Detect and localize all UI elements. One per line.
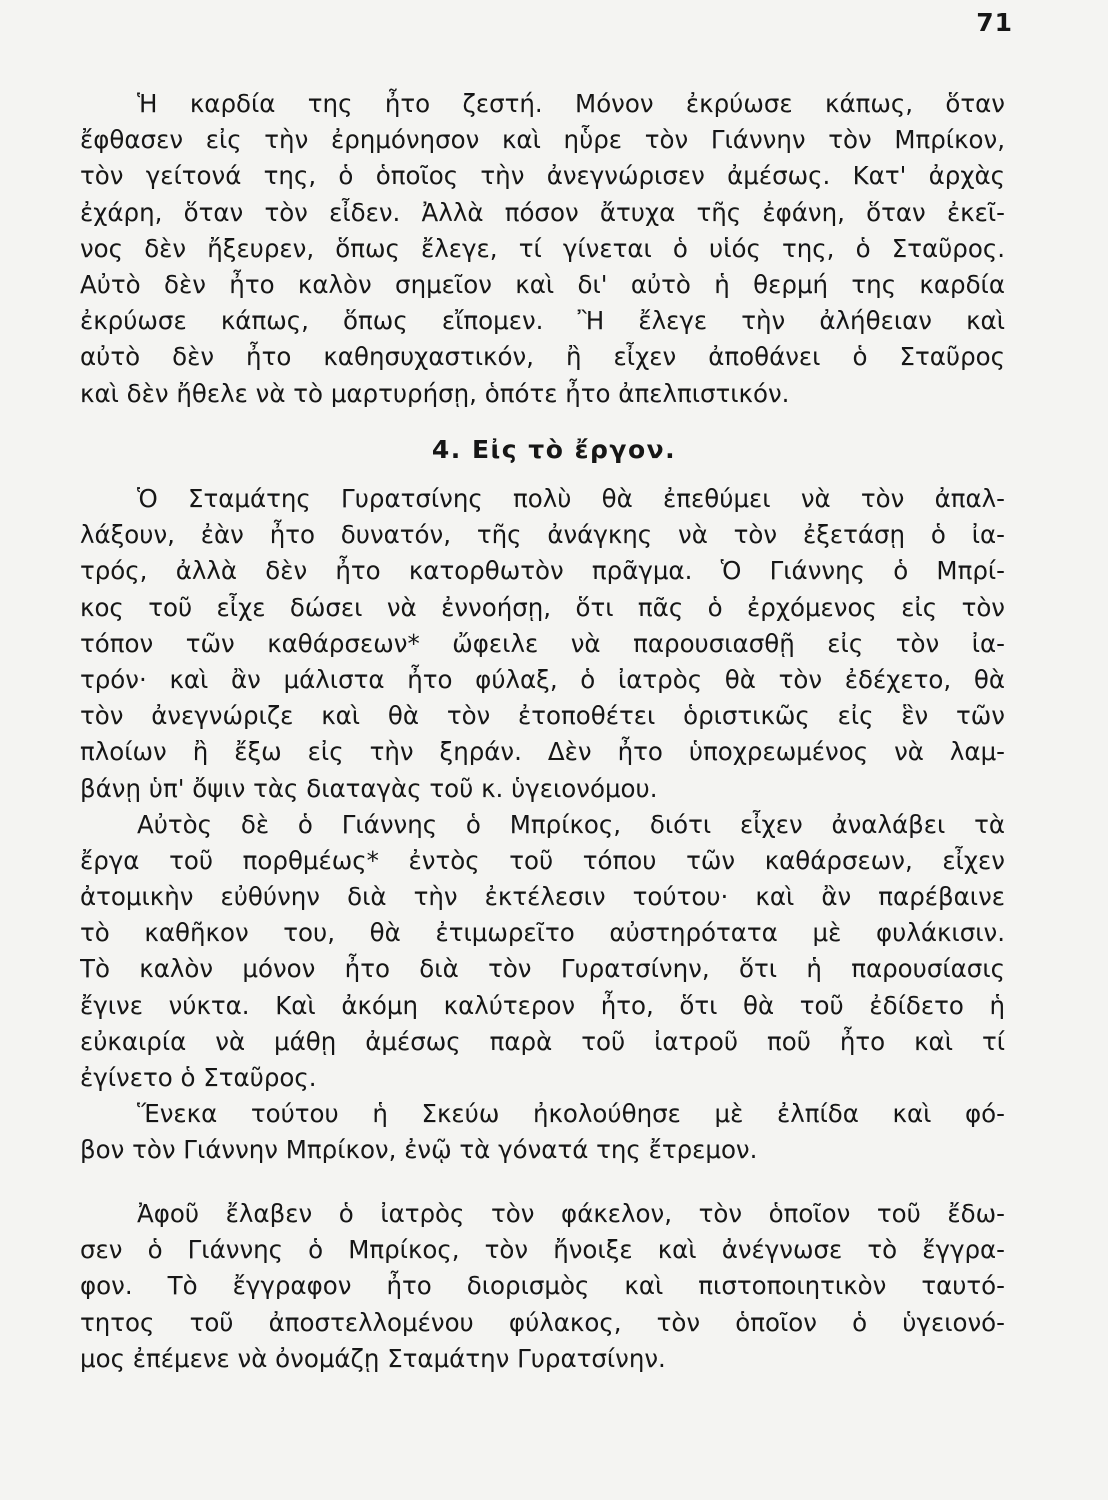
text-line: σεν ὁ Γιάννης ὁ Μπρίκος, τὸν ἤνοιξε καὶ ἀνέγνωσε τὸ ἔγγρα- bbox=[80, 1235, 1005, 1265]
text-line: ἐκρύωσε κάπως, ὅπως εἴπομεν. Ἢ ἔλεγε τὴν ἀλήθειαν καὶ bbox=[80, 306, 1005, 336]
text-line: Ἡ καρδία της ἦτο ζεστή. Μόνον ἐκρύωσε κάπως, ὅταν bbox=[137, 89, 1005, 118]
text-line: καὶ δὲν ἤθελε νὰ τὸ μαρτυρήσῃ, ὁπότε ἦτο ἀπελπιστικόν. bbox=[80, 378, 790, 408]
text-line: νος δὲν ἤξευρεν, ὅπως ἔλεγε, τί γίνεται ὁ υἱός της, ὁ Σταῦρος. bbox=[80, 233, 1005, 263]
text-line: Τὸ καλὸν μόνον ἦτο διὰ τὸν Γυρατσίνην, ὅτι ἡ παρουσίασις bbox=[80, 954, 1005, 984]
text-line: Αὐτὸς δὲ ὁ Γιάννης ὁ Μπρίκος, διότι εἶχεν ἀναλάβει τὰ bbox=[137, 809, 1005, 839]
text-line: ἐχάρη, ὅταν τὸν εἶδεν. Ἀλλὰ πόσον ἄτυχα τῆς ἐφάνη, ὅταν ἐκεῖ- bbox=[80, 197, 1005, 227]
text-line: τὸν γείτονά της, ὁ ὁποῖος τὴν ἀνεγνώρισεν ἀμέσως. Κατ' ἀρχὰς bbox=[80, 161, 1005, 191]
text-line: κος τοῦ εἶχε δώσει νὰ ἐννοήσῃ, ὅτι πᾶς ὁ ἐρχόμενος εἰς τὸν bbox=[80, 592, 1005, 622]
text-line: ἐγίνετο ὁ Σταῦρος. bbox=[80, 1063, 317, 1092]
text-line: βάνῃ ὑπ' ὄψιν τὰς διαταγὰς τοῦ κ. ὑγειονόμου. bbox=[80, 773, 658, 803]
text-line: ἔφθασεν εἰς τὴν ἐρημόνησον καὶ ηὗρε τὸν Γιάννην τὸν Μπρίκον, bbox=[80, 125, 1005, 155]
text-line: ἔγινε νύκτα. Καὶ ἀκόμη καλύτερον ἦτο, ὅτι θὰ τοῦ ἐδίδετο ἡ bbox=[80, 990, 1005, 1020]
body-text bbox=[80, 481, 1005, 1169]
text-line: ἔργα τοῦ πορθμέως* ἐντὸς τοῦ τόπου τῶν καθάρσεων, εἶχεν bbox=[80, 845, 1005, 875]
page-number: 71 bbox=[976, 8, 1013, 37]
text-line: τόπον τῶν καθάρσεων* ὤφειλε νὰ παρουσιασθῇ εἰς τὸν ἰα- bbox=[80, 628, 1005, 658]
text-line: λάξουν, ἐὰν ἦτο δυνατόν, τῆς ἀνάγκης νὰ τὸν ἐξετάσῃ ὁ ἰα- bbox=[80, 520, 1005, 550]
section-heading: 4. Εἰς τὸ ἔργον. bbox=[431, 435, 677, 464]
text-line: αὐτὸ δὲν ἦτο καθησυχαστικόν, ἢ εἶχεν ἀποθάνει ὁ Σταῦρος bbox=[80, 342, 1005, 372]
text-line: τρόν· καὶ ἂν μάλιστα ἦτο φύλαξ, ὁ ἰατρὸς θὰ τὸν ἐδέχετο, θὰ bbox=[80, 664, 1005, 694]
text-line: τὸν ἀνεγνώριζε καὶ θὰ τὸν ἐτοποθέτει ὁριστικῶς εἰς ἓν τῶν bbox=[80, 701, 1005, 731]
text-line: Αὐτὸ δὲν ἦτο καλὸν σημεῖον καὶ δι' αὐτὸ ἡ θερμή της καρδία bbox=[80, 269, 1005, 299]
paragraph-5 bbox=[80, 1196, 1005, 1377]
text-line: Ὁ Σταμάτης Γυρατσίνης πολὺ θὰ ἐπεθύμει νὰ τὸν ἀπαλ- bbox=[137, 484, 1005, 513]
text-line: τρός, ἀλλὰ δὲν ἦτο κατορθωτὸν πρᾶγμα. Ὁ Γιάννης ὁ Μπρί- bbox=[80, 556, 1005, 586]
text-line: ἀτομικὴν εὐθύνην διὰ τὴν ἐκτέλεσιν τούτου· καὶ ἂν παρέβαινε bbox=[80, 882, 1005, 912]
text-line: τὸ καθῆκον του, θὰ ἐτιμωρεῖτο αὐστηρότατα μὲ φυλάκισιν. bbox=[80, 918, 1005, 948]
text-line: μος ἐπέμενε νὰ ὀνομάζῃ Σταμάτην Γυρατσίνην. bbox=[80, 1343, 666, 1373]
paragraph-1 bbox=[80, 86, 1005, 412]
text-line: τητος τοῦ ἀποστελλομένου φύλακος, τὸν ὁποῖον ὁ ὑγειονό- bbox=[80, 1307, 1005, 1337]
text-line: Ἕνεκα τούτου ἡ Σκεύω ἠκολούθησε μὲ ἐλπίδα καὶ φό- bbox=[137, 1099, 1005, 1129]
text-line: φον. Τὸ ἔγγραφον ἦτο διορισμὸς καὶ πιστοποιητικὸν ταυτό- bbox=[80, 1271, 1005, 1301]
text-line: βον τὸν Γιάννην Μπρίκον, ἐνῷ τὰ γόνατά της ἔτρεμον. bbox=[80, 1135, 758, 1165]
text-line: πλοίων ἢ ἔξω εἰς τὴν ξηράν. Δὲν ἦτο ὑποχρεωμένος νὰ λαμ- bbox=[80, 737, 1005, 767]
text-line: Ἀφοῦ ἔλαβεν ὁ ἰατρὸς τὸν φάκελον, τὸν ὁποῖον τοῦ ἔδω- bbox=[137, 1199, 1005, 1228]
text-line: εὐκαιρία νὰ μάθῃ ἀμέσως παρὰ τοῦ ἰατροῦ ποῦ ἦτο καὶ τί bbox=[80, 1026, 1005, 1056]
